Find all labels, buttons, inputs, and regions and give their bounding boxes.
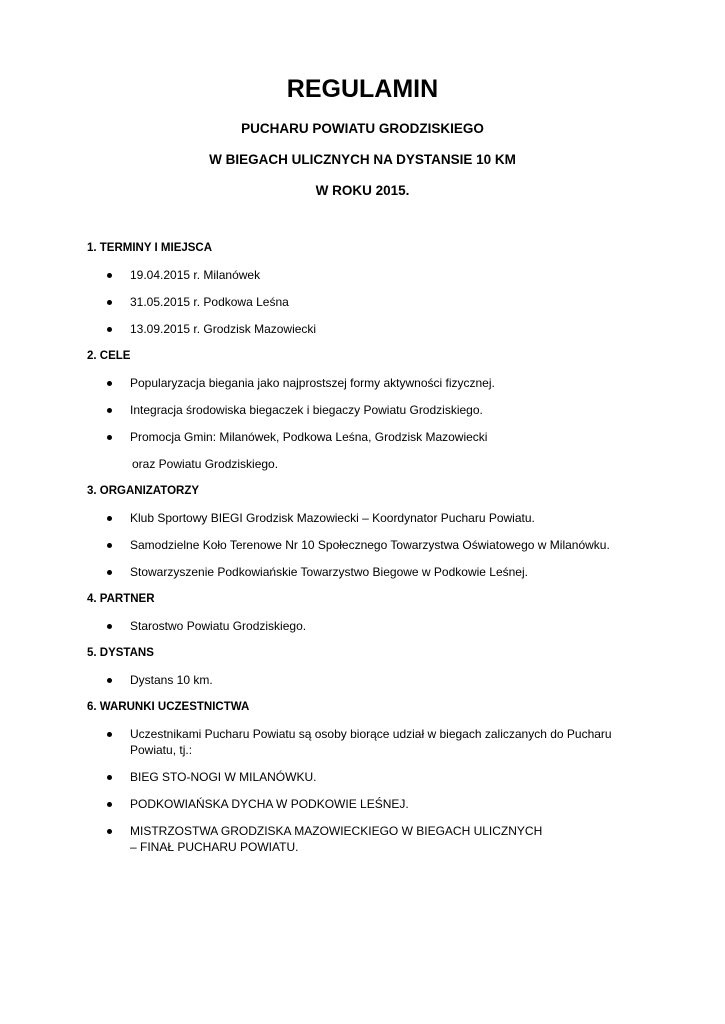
list-item-text: 31.05.2015 r. Podkowa Leśna bbox=[130, 295, 289, 309]
list-item-text: 19.04.2015 r. Milanówek bbox=[130, 268, 261, 282]
list-item bbox=[87, 726, 647, 769]
bullet-icon bbox=[107, 516, 112, 521]
list-item bbox=[87, 537, 647, 564]
bullet-icon bbox=[107, 381, 112, 386]
list-item bbox=[87, 618, 647, 645]
bullet-icon bbox=[107, 273, 112, 278]
bullet-icon bbox=[107, 829, 112, 834]
list-item-text: Promocja Gmin: Milanówek, Podkowa Leśna, Grodzisk Mazowiecki bbox=[130, 430, 488, 444]
section-heading-dystans: 5. DYSTANS bbox=[87, 647, 154, 659]
document-subtitle-3: W ROKU 2015. bbox=[315, 183, 410, 198]
list-item-text: Stowarzyszenie Podkowiańskie Towarzystwo Biegowe w Podkowie Leśnej. bbox=[130, 565, 528, 579]
list-item-text: Klub Sportowy BIEGI Grodzisk Mazowiecki – Koordynator Pucharu Powiatu. bbox=[130, 511, 535, 525]
bullet-icon bbox=[107, 678, 112, 683]
section-heading-terminy: 1. TERMINY I MIEJSCA bbox=[87, 242, 213, 254]
list-item bbox=[87, 429, 647, 456]
section-heading-warunki: 6. WARUNKI UCZESTNICTWA bbox=[87, 701, 250, 713]
section-heading-partner: 4. PARTNER bbox=[87, 593, 155, 605]
list-item bbox=[87, 375, 647, 402]
list-item-text-line-2: – FINAŁ PUCHARU POWIATU. bbox=[130, 840, 299, 854]
list-item bbox=[87, 510, 647, 537]
list-item bbox=[87, 796, 647, 823]
bullet-icon bbox=[107, 543, 112, 548]
document-title: REGULAMIN bbox=[286, 75, 439, 103]
list-item-text: Uczestnikami Pucharu Powiatu są osoby biorące udział w biegach zaliczanych do Pucharu bbox=[130, 727, 612, 741]
list-item-text-line-2: Powiatu, tj.: bbox=[130, 743, 193, 757]
bullet-icon bbox=[107, 802, 112, 807]
document-subtitle-1: PUCHARU POWIATU GRODZISKIEGO bbox=[241, 121, 484, 136]
list-item-text: MISTRZOSTWA GRODZISKA MAZOWIECKIEGO W BIEGACH ULICZNYCH bbox=[130, 824, 543, 838]
list-item-text: Dystans 10 km. bbox=[130, 673, 213, 687]
list-item bbox=[87, 564, 647, 591]
document-body bbox=[87, 240, 647, 855]
list-item-continuation: oraz Powiatu Grodziskiego. bbox=[132, 457, 279, 471]
list-item-text: Starostwo Powiatu Grodziskiego. bbox=[130, 619, 307, 633]
bullet-icon bbox=[107, 775, 112, 780]
list-item bbox=[87, 402, 647, 429]
list-item-text: Samodzielne Koło Terenowe Nr 10 Społecznego Towarzystwa Oświatowego w Milanówku. bbox=[130, 538, 610, 552]
bullet-icon bbox=[107, 300, 112, 305]
list-item bbox=[87, 823, 647, 855]
document-subtitle-2: W BIEGACH ULICZNYCH NA DYSTANSIE 10 KM bbox=[209, 152, 516, 167]
list-item bbox=[87, 321, 647, 348]
list-item-text: BIEG STO-NOGI W MILANÓWKU. bbox=[130, 770, 317, 784]
list-item bbox=[87, 769, 647, 796]
list-item bbox=[87, 294, 647, 321]
bullet-icon bbox=[107, 327, 112, 332]
bullet-icon bbox=[107, 624, 112, 629]
list-item bbox=[87, 672, 647, 699]
bullet-icon bbox=[107, 732, 112, 737]
list-item-text: Popularyzacja biegania jako najprostszej formy aktywności fizycznej. bbox=[130, 376, 495, 390]
list-item-text: PODKOWIAŃSKA DYCHA W PODKOWIE LEŚNEJ. bbox=[130, 797, 409, 811]
list-item-text: 13.09.2015 r. Grodzisk Mazowiecki bbox=[130, 322, 317, 336]
section-heading-organizatorzy: 3. ORGANIZATORZY bbox=[87, 485, 200, 497]
bullet-icon bbox=[107, 408, 112, 413]
bullet-icon bbox=[107, 435, 112, 440]
section-heading-cele: 2. CELE bbox=[87, 350, 131, 362]
list-item bbox=[87, 267, 647, 294]
list-item-text: Integracja środowiska biegaczek i biegaczy Powiatu Grodziskiego. bbox=[130, 403, 483, 417]
bullet-icon bbox=[107, 570, 112, 575]
